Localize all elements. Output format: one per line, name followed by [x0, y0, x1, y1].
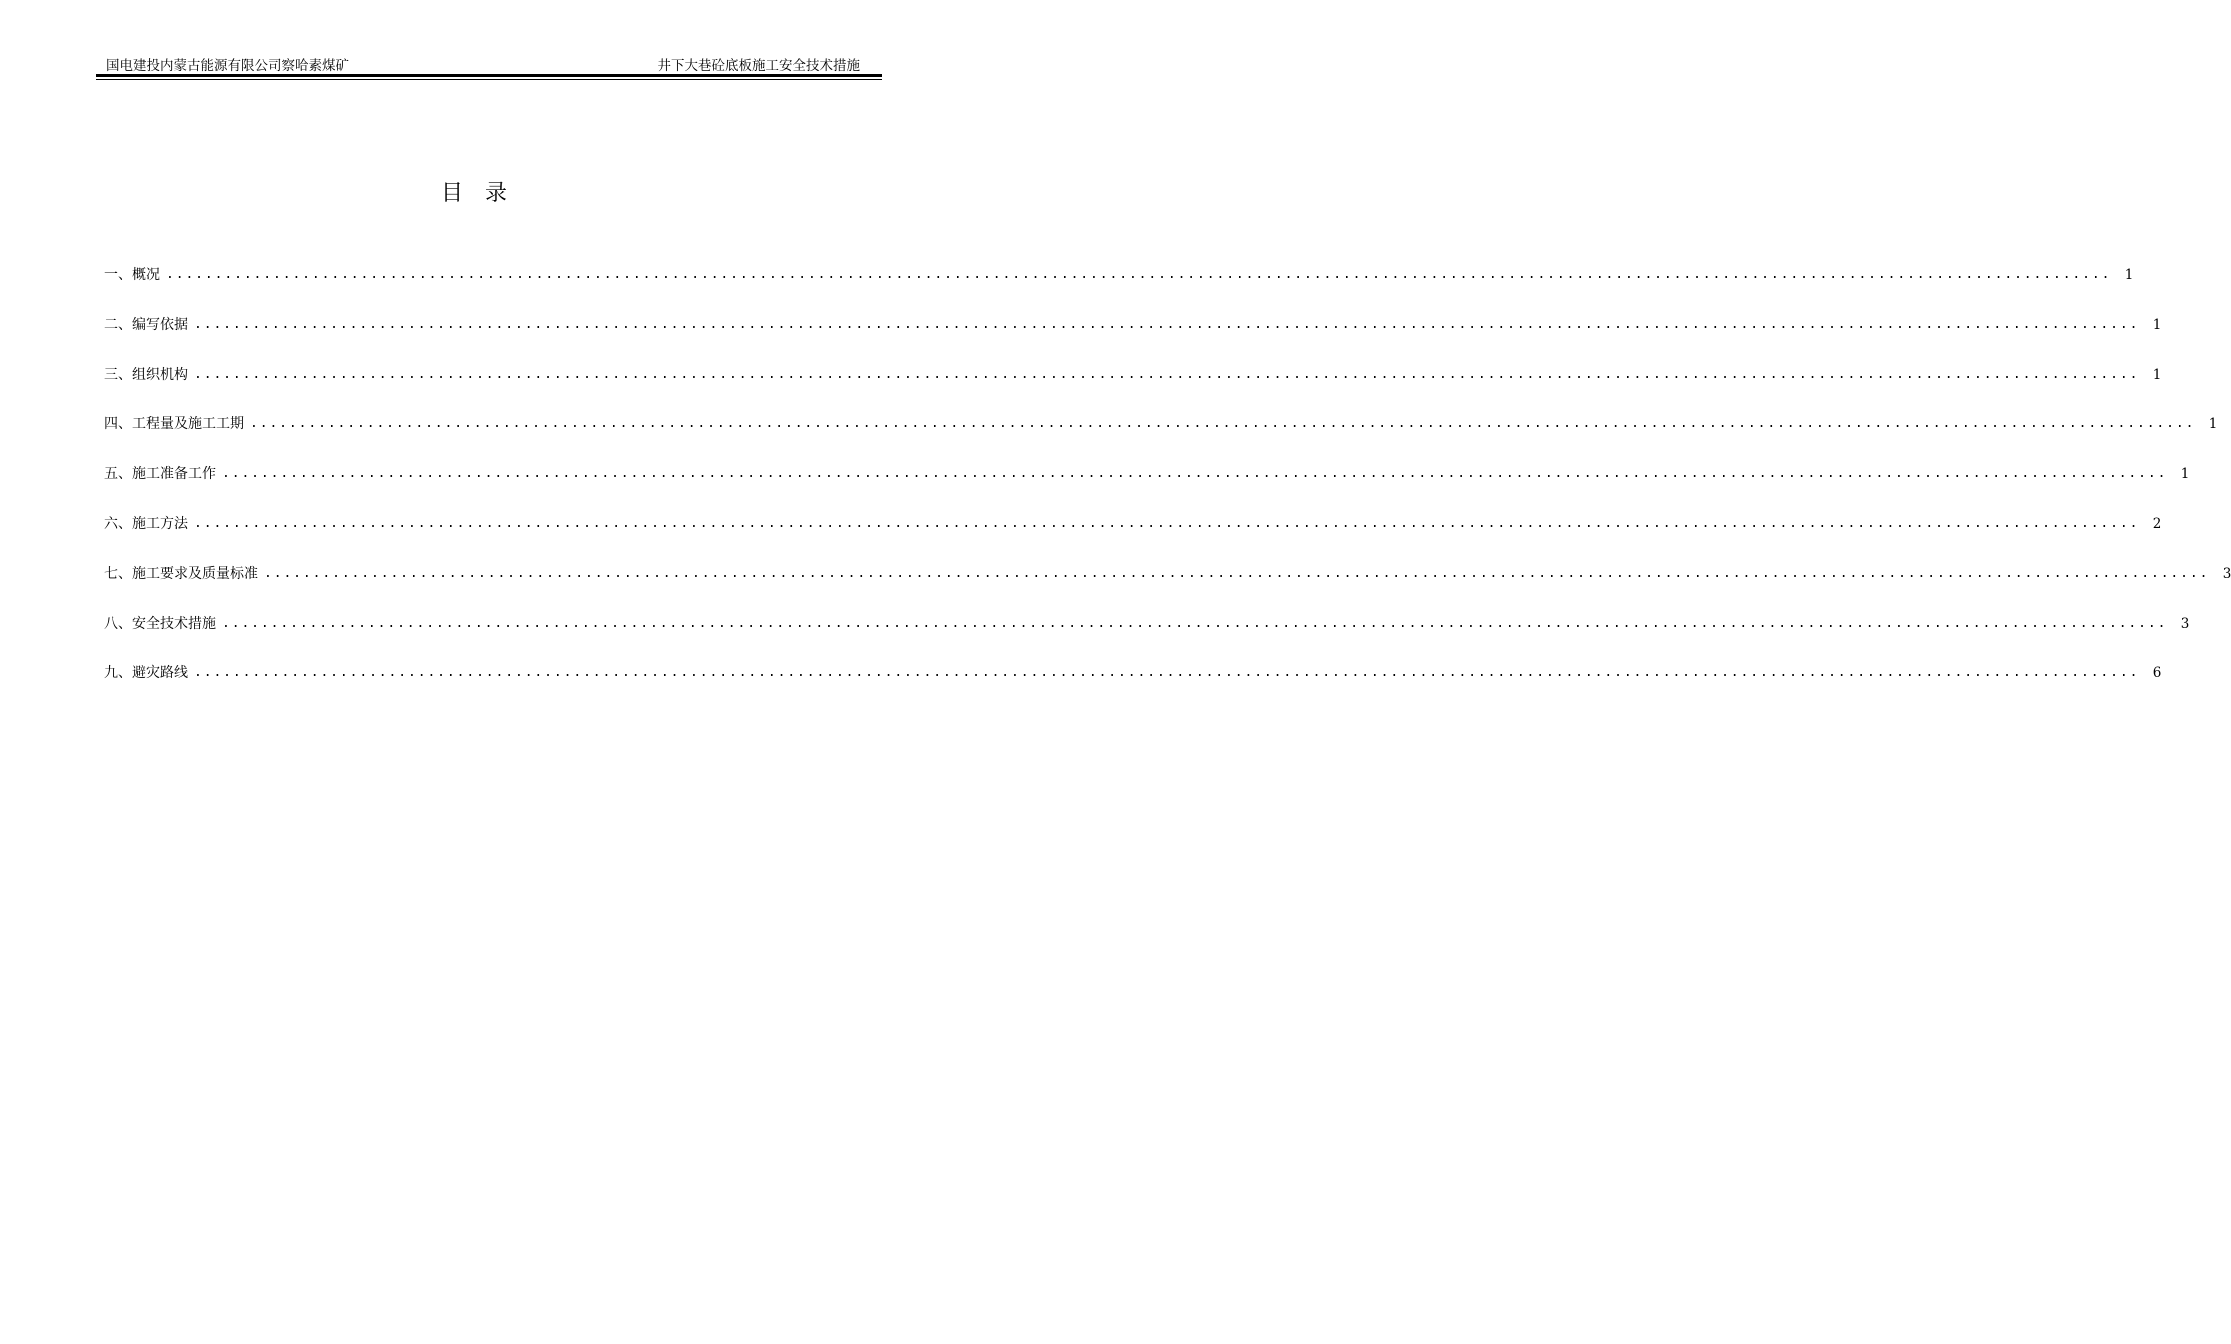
- toc-entry-label: 一、概况: [104, 267, 160, 283]
- header-rule-thick: [96, 74, 882, 77]
- header-rule-thin: [96, 79, 882, 80]
- toc-entry-page: 1: [2180, 466, 2190, 483]
- toc-entry-page: 6: [2152, 665, 2162, 682]
- header-company-name: 国电建投内蒙古能源有限公司察哈素煤矿: [106, 58, 349, 74]
- toc-entry-label: 五、施工准备工作: [104, 466, 216, 483]
- toc-entry-page: 3: [2222, 565, 2231, 582]
- toc-entry-page: 2: [2152, 515, 2162, 532]
- toc-entry[interactable]: [104, 315, 2162, 335]
- toc-dot-leader: ........................................................................................................................................................................................................: [250, 416, 2196, 432]
- toc-entry-page: 3: [2180, 615, 2190, 632]
- toc-dot-leader: ........................................................................................................................................................................................................: [264, 565, 2210, 581]
- toc-dot-leader: ........................................................................................................................................................................................................: [194, 515, 2140, 531]
- toc-list: [104, 265, 2231, 713]
- page-header: [96, 58, 882, 74]
- toc-entry[interactable]: [104, 663, 2162, 683]
- toc-dot-leader: ........................................................................................................................................................................................................: [166, 267, 2112, 282]
- toc-entry[interactable]: [104, 365, 2162, 385]
- toc-entry-label: 二、编写依据: [104, 316, 188, 333]
- toc-dot-leader: ........................................................................................................................................................................................................: [194, 665, 2140, 681]
- header-document-title: 井下大巷砼底板施工安全技术措施: [657, 58, 860, 74]
- toc-entry[interactable]: [104, 464, 2190, 484]
- toc-entry-page: 1: [2152, 366, 2162, 383]
- toc-entry[interactable]: [104, 414, 2218, 434]
- toc-entry-label: 六、施工方法: [104, 515, 188, 532]
- toc-entry-page: 1: [2124, 267, 2134, 283]
- toc-entry-label: 八、安全技术措施: [104, 615, 216, 632]
- toc-dot-leader: ........................................................................................................................................................................................................: [194, 366, 2140, 382]
- toc-dot-leader: ........................................................................................................................................................................................................: [222, 615, 2168, 631]
- toc-entry[interactable]: [104, 265, 2134, 285]
- toc-dot-leader: ........................................................................................................................................................................................................: [222, 466, 2168, 482]
- toc-title: 目录: [440, 181, 529, 206]
- toc-entry-page: 1: [2152, 316, 2162, 333]
- toc-entry-page: 1: [2208, 416, 2218, 433]
- toc-entry[interactable]: [104, 614, 2190, 634]
- toc-entry-label: 三、组织机构: [104, 366, 188, 383]
- toc-entry-label: 七、施工要求及质量标准: [104, 565, 258, 582]
- toc-entry[interactable]: [104, 514, 2162, 534]
- toc-dot-leader: ........................................................................................................................................................................................................: [194, 316, 2140, 332]
- toc-entry[interactable]: [104, 564, 2231, 584]
- toc-entry-label: 九、避灾路线: [104, 665, 188, 682]
- toc-entry-label: 四、工程量及施工工期: [104, 416, 244, 433]
